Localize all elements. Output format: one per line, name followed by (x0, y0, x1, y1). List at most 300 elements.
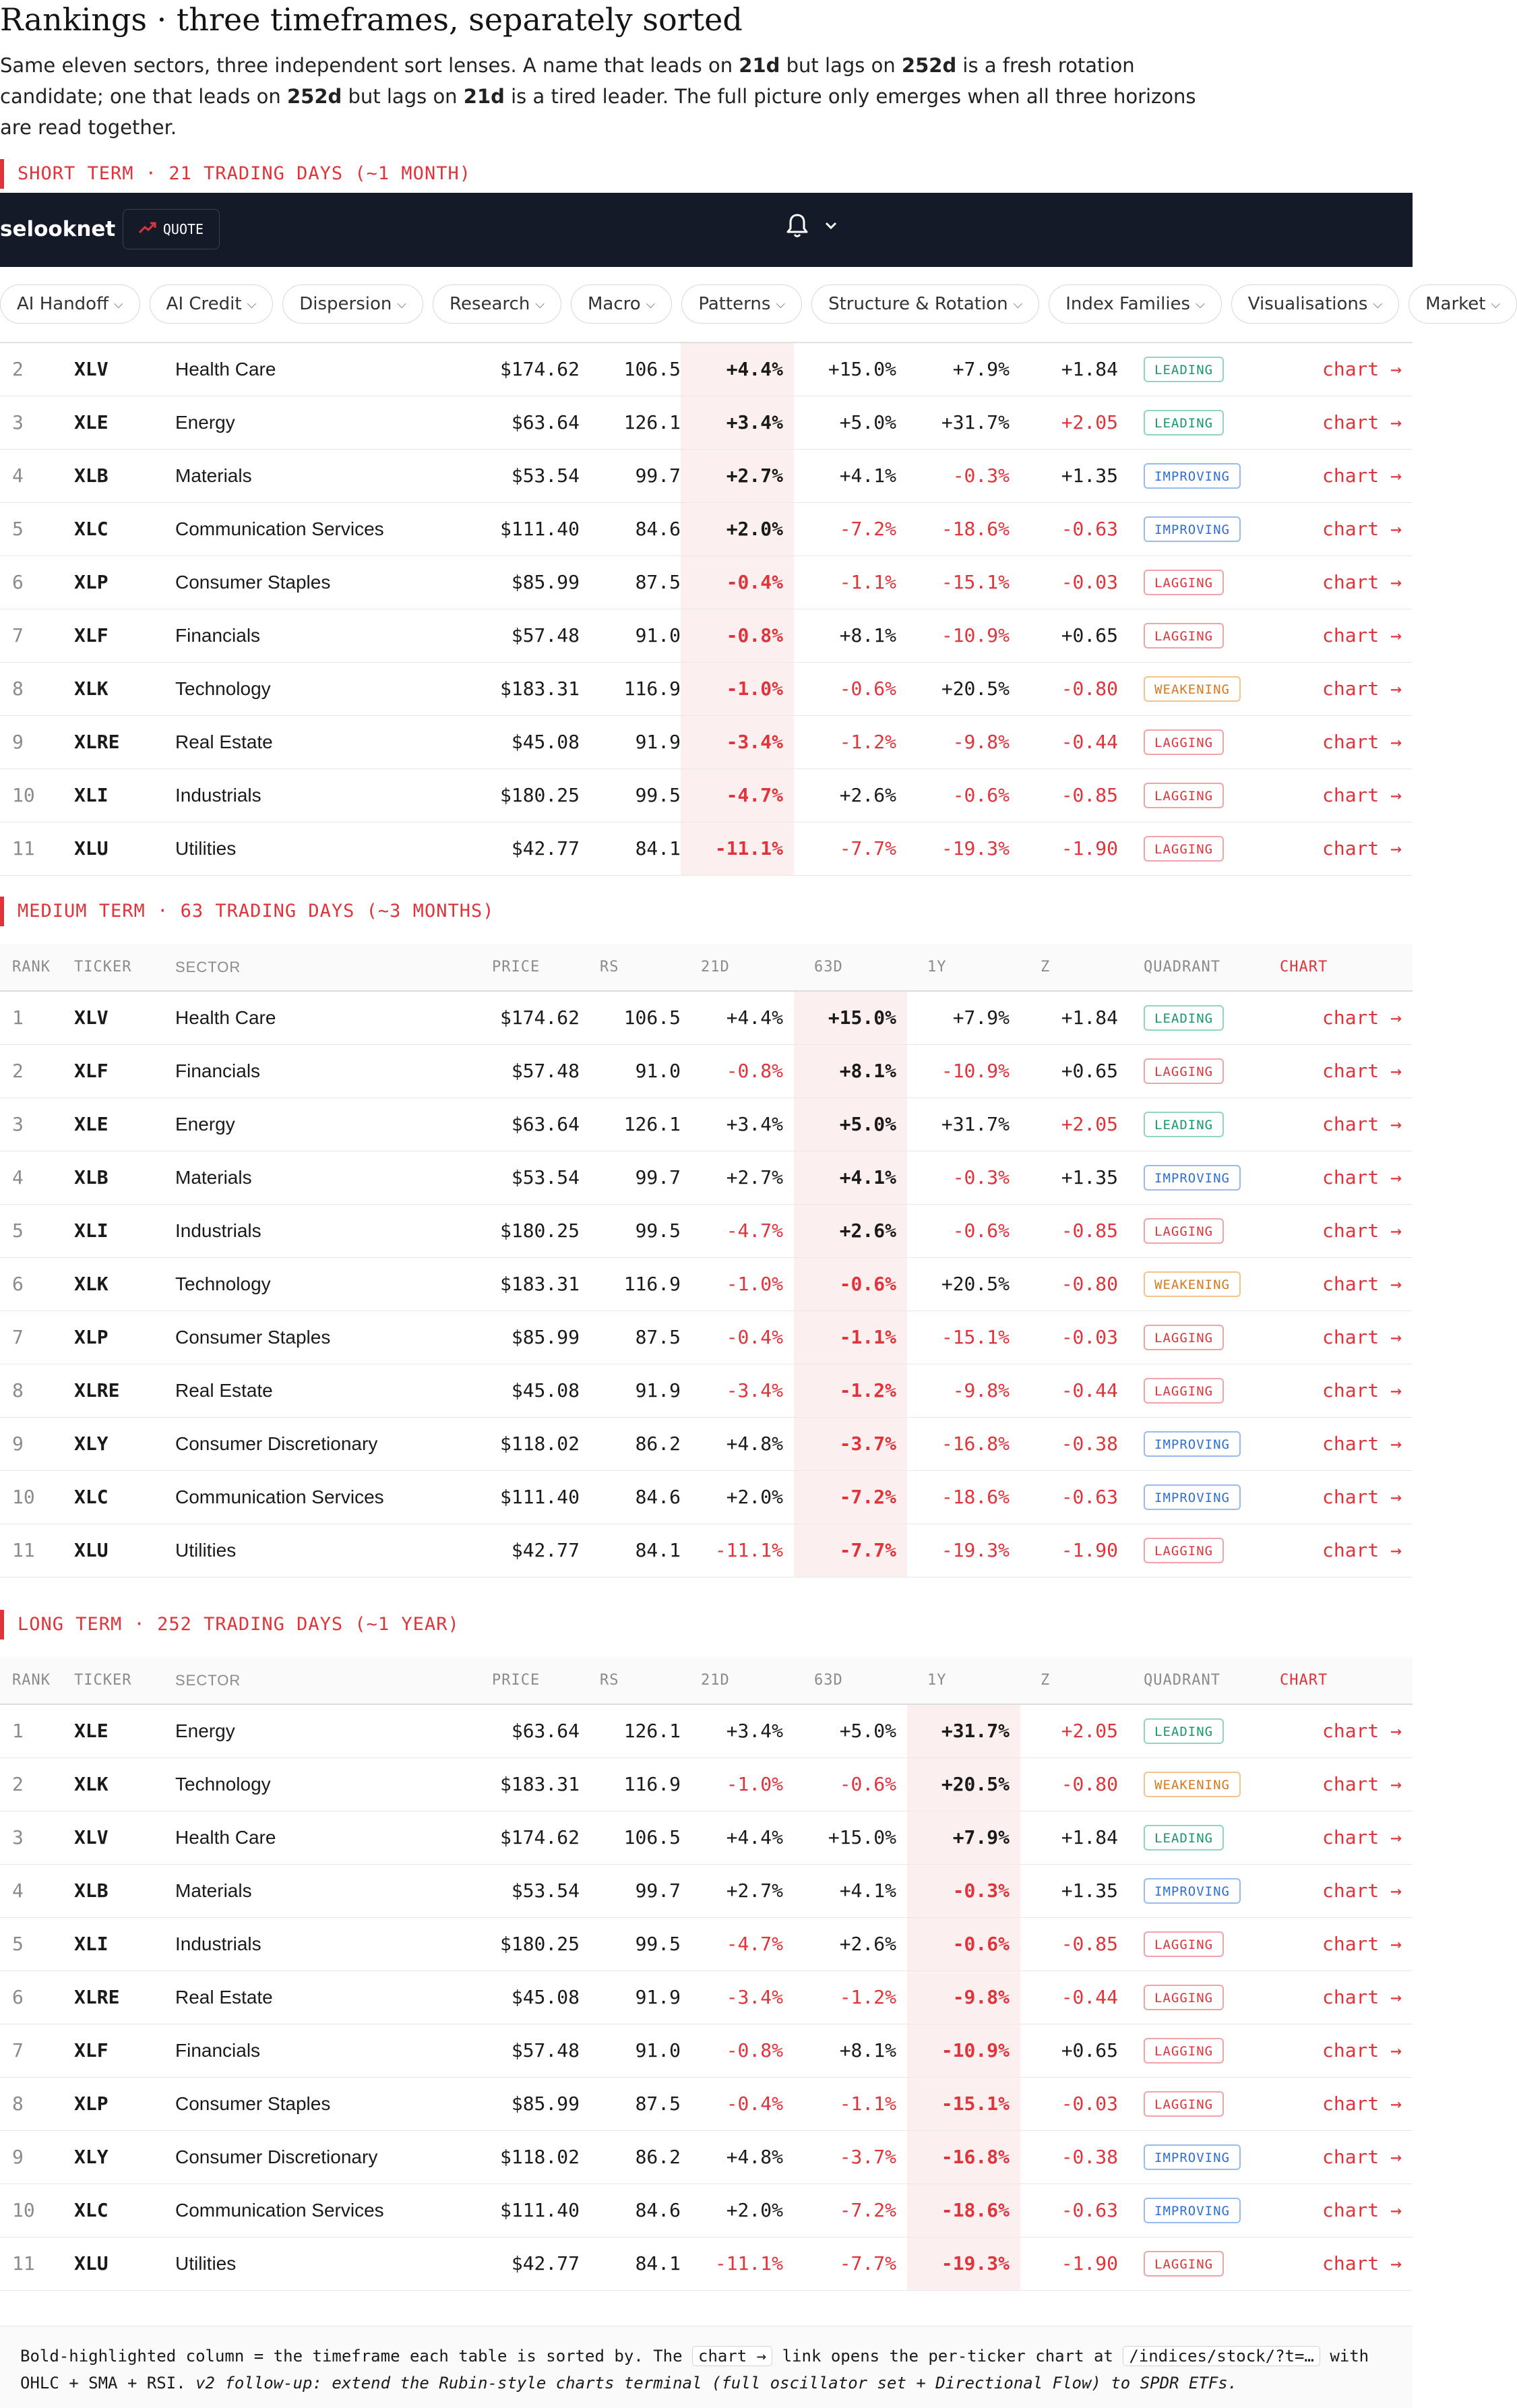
chart-link[interactable]: chart → (1280, 1044, 1413, 1097)
column-header[interactable]: SECTOR (175, 944, 472, 991)
category-pill-label: Market (1425, 294, 1486, 314)
rs-cell: 99.7 (580, 1151, 681, 1204)
z-cell: +1.35 (1020, 1864, 1118, 1917)
ticker-cell: XLY (74, 2130, 175, 2184)
d63-cell: +4.1% (794, 449, 907, 502)
d63-cell: -7.7% (794, 2237, 907, 2290)
sector-cell: Consumer Staples (175, 1311, 472, 1364)
quadrant-badge: LAGGING (1144, 570, 1224, 595)
table-row[interactable] (0, 1364, 1413, 1417)
desc-text: but lags on (342, 85, 464, 108)
y1-cell: -0.3% (907, 1151, 1020, 1204)
z-cell: +2.05 (1020, 396, 1118, 449)
rs-cell: 84.6 (580, 502, 681, 555)
chart-link[interactable]: chart → (1280, 1417, 1413, 1470)
rs-cell: 116.9 (580, 1257, 681, 1311)
y1-cell: -0.6% (907, 769, 1020, 822)
d21-cell: -0.4% (681, 555, 794, 609)
quadrant-cell (1118, 609, 1280, 662)
table-row[interactable] (0, 1917, 1413, 1970)
chart-link[interactable]: chart → (1280, 1757, 1413, 1811)
chart-link[interactable]: chart → (1280, 2184, 1413, 2237)
quadrant-cell (1118, 662, 1280, 715)
d63-cell: +8.1% (794, 2024, 907, 2077)
top-navbar (0, 193, 1413, 267)
category-nav (0, 267, 1501, 342)
rank-cell: 7 (0, 1311, 74, 1364)
y1-cell: -19.3% (907, 822, 1020, 875)
table-row[interactable] (0, 1970, 1413, 2024)
table-row[interactable] (0, 2077, 1413, 2130)
price-cell: $111.40 (472, 2184, 580, 2237)
rank-cell: 7 (0, 609, 74, 662)
sector-cell: Health Care (175, 342, 472, 396)
chart-link[interactable]: chart → (1280, 1204, 1413, 1257)
chevron-down-icon: ⌵ (646, 297, 656, 311)
ticker-cell: XLB (74, 1151, 175, 1204)
d21-cell: -3.4% (681, 1970, 794, 2024)
d63-cell: -7.7% (794, 1524, 907, 1577)
rs-cell: 84.1 (580, 1524, 681, 1577)
d21-cell: -0.4% (681, 2077, 794, 2130)
sector-cell: Communication Services (175, 2184, 472, 2237)
column-header[interactable]: SECTOR (175, 1657, 472, 1704)
table-row[interactable] (0, 1204, 1413, 1257)
z-cell: -0.85 (1020, 769, 1118, 822)
d21-cell: -11.1% (681, 1524, 794, 1577)
table-row[interactable] (0, 1311, 1413, 1364)
category-pill[interactable] (811, 284, 1039, 324)
category-pill-label: Index Families (1065, 294, 1191, 314)
rank-cell: 5 (0, 502, 74, 555)
chart-link[interactable]: chart → (1280, 1311, 1413, 1364)
quadrant-badge: LAGGING (1144, 1378, 1224, 1404)
rank-cell: 3 (0, 1097, 74, 1151)
rs-cell: 84.1 (580, 2237, 681, 2290)
sector-cell: Financials (175, 609, 472, 662)
d63-cell: +2.6% (794, 769, 907, 822)
column-header[interactable]: 63D (794, 944, 907, 991)
chart-link[interactable]: chart → (1280, 1704, 1413, 1757)
z-cell: +1.84 (1020, 991, 1118, 1044)
sector-cell: Energy (175, 396, 472, 449)
chevron-down-icon: ⌵ (1196, 297, 1205, 311)
d21-cell: +4.4% (681, 342, 794, 396)
section-heading: SHORT TERM · 21 TRADING DAYS (~1 MONTH) (0, 159, 1413, 189)
y1-cell: -18.6% (907, 502, 1020, 555)
category-pill[interactable] (282, 284, 423, 324)
ticker-cell: XLP (74, 2077, 175, 2130)
column-header[interactable]: PRICE (472, 944, 580, 991)
rankings-table (0, 1657, 1413, 2291)
price-cell: $42.77 (472, 2237, 580, 2290)
quadrant-badge: IMPROVING (1144, 2198, 1241, 2223)
category-pill[interactable] (433, 284, 561, 324)
chart-link[interactable]: chart → (1280, 1257, 1413, 1311)
ticker-cell: XLK (74, 1257, 175, 1311)
price-cell: $45.08 (472, 715, 580, 769)
chart-link[interactable]: chart → (1280, 609, 1413, 662)
column-header[interactable]: TICKER (74, 944, 175, 991)
quadrant-badge: WEAKENING (1144, 676, 1241, 702)
table-row[interactable] (0, 449, 1413, 502)
column-header[interactable]: 21D (681, 1657, 794, 1704)
chart-link[interactable]: chart → (1280, 715, 1413, 769)
rank-cell: 11 (0, 2237, 74, 2290)
d63-cell: -1.2% (794, 1970, 907, 2024)
quadrant-badge: LEADING (1144, 1825, 1224, 1850)
column-header[interactable]: RS (580, 1657, 681, 1704)
rank-cell: 9 (0, 1417, 74, 1470)
sector-cell: Technology (175, 1257, 472, 1311)
rank-cell: 3 (0, 1811, 74, 1864)
y1-cell: -19.3% (907, 1524, 1020, 1577)
d63-cell: -0.6% (794, 1757, 907, 1811)
quadrant-cell (1118, 1704, 1280, 1757)
table-row[interactable] (0, 1151, 1413, 1204)
chart-link[interactable]: chart → (1280, 662, 1413, 715)
d21-cell: -3.4% (681, 715, 794, 769)
y1-cell: -10.9% (907, 2024, 1020, 2077)
table-row[interactable] (0, 769, 1413, 822)
chevron-down-icon[interactable] (825, 222, 837, 230)
y1-cell: -0.3% (907, 1864, 1020, 1917)
column-header[interactable]: CHART (1280, 1657, 1413, 1704)
sector-cell: Health Care (175, 991, 472, 1044)
section-heading: LONG TERM · 252 TRADING DAYS (~1 YEAR) (0, 1610, 1413, 1639)
ticker-cell: XLC (74, 502, 175, 555)
y1-cell: -19.3% (907, 2237, 1020, 2290)
column-header[interactable]: QUADRANT (1118, 1657, 1280, 1704)
d63-cell: +8.1% (794, 609, 907, 662)
rank-cell: 6 (0, 555, 74, 609)
y1-cell: +7.9% (907, 991, 1020, 1044)
price-cell: $57.48 (472, 609, 580, 662)
table-row[interactable] (0, 342, 1413, 396)
d63-cell: +15.0% (794, 342, 907, 396)
column-header[interactable]: Z (1020, 1657, 1118, 1704)
chart-link[interactable]: chart → (1280, 1864, 1413, 1917)
chart-link[interactable]: chart → (1280, 1470, 1413, 1524)
column-header[interactable]: TICKER (74, 1657, 175, 1704)
rs-cell: 106.5 (580, 342, 681, 396)
ticker-cell: XLI (74, 1917, 175, 1970)
quadrant-cell (1118, 715, 1280, 769)
quadrant-cell (1118, 1524, 1280, 1577)
rs-cell: 87.5 (580, 555, 681, 609)
z-cell: -0.44 (1020, 1364, 1118, 1417)
column-header[interactable]: CHART (1280, 944, 1413, 991)
sector-cell: Real Estate (175, 715, 472, 769)
rs-cell: 91.0 (580, 2024, 681, 2077)
quadrant-cell (1118, 1097, 1280, 1151)
chart-link[interactable]: chart → (1280, 555, 1413, 609)
table-row[interactable] (0, 1811, 1413, 1864)
y1-cell: -15.1% (907, 1311, 1020, 1364)
chart-link[interactable]: chart → (1280, 2130, 1413, 2184)
table-row[interactable] (0, 2130, 1413, 2184)
chart-link[interactable]: chart → (1280, 396, 1413, 449)
quadrant-badge: LAGGING (1144, 2091, 1224, 2117)
nav-icons (786, 213, 837, 239)
table-row[interactable] (0, 555, 1413, 609)
chart-link[interactable]: chart → (1280, 1970, 1413, 2024)
chart-link[interactable]: chart → (1280, 502, 1413, 555)
quadrant-cell (1118, 1811, 1280, 1864)
rank-cell: 3 (0, 396, 74, 449)
ticker-cell: XLU (74, 822, 175, 875)
sector-cell: Consumer Discretionary (175, 1417, 472, 1470)
quadrant-cell (1118, 1917, 1280, 1970)
chart-link[interactable]: chart → (1280, 2077, 1413, 2130)
quadrant-cell (1118, 769, 1280, 822)
category-pill-row (0, 284, 1517, 324)
rs-cell: 126.1 (580, 1097, 681, 1151)
column-header[interactable]: RS (580, 944, 681, 991)
d21-cell: +4.8% (681, 2130, 794, 2184)
column-header[interactable]: RANK (0, 1657, 74, 1704)
z-cell: -0.38 (1020, 2130, 1118, 2184)
z-cell: -0.03 (1020, 2077, 1118, 2130)
y1-cell: -9.8% (907, 1364, 1020, 1417)
rank-cell: 2 (0, 1757, 74, 1811)
quadrant-cell (1118, 2024, 1280, 2077)
rank-cell: 6 (0, 1257, 74, 1311)
d63-cell: +4.1% (794, 1864, 907, 1917)
table-row[interactable] (0, 1044, 1413, 1097)
column-header[interactable]: Z (1020, 944, 1118, 991)
d21-cell: -1.0% (681, 1757, 794, 1811)
d21-cell: +2.7% (681, 1151, 794, 1204)
desc-bold: 252d (286, 85, 342, 108)
price-cell: $174.62 (472, 991, 580, 1044)
column-header[interactable]: 1Y (907, 944, 1020, 991)
table-row[interactable] (0, 822, 1413, 875)
quadrant-cell (1118, 396, 1280, 449)
chevron-down-icon: ⌵ (1013, 297, 1023, 311)
chart-link[interactable]: chart → (1280, 822, 1413, 875)
category-pill-label: Patterns (698, 294, 771, 314)
category-pill[interactable] (571, 284, 672, 324)
table-row[interactable] (0, 991, 1413, 1044)
price-cell: $111.40 (472, 1470, 580, 1524)
quadrant-cell (1118, 1757, 1280, 1811)
price-cell: $111.40 (472, 502, 580, 555)
price-cell: $174.62 (472, 342, 580, 396)
ticker-cell: XLV (74, 342, 175, 396)
y1-cell: -16.8% (907, 2130, 1020, 2184)
ticker-cell: XLE (74, 1097, 175, 1151)
table-row[interactable] (0, 502, 1413, 555)
quadrant-cell (1118, 1364, 1280, 1417)
rank-cell: 8 (0, 1364, 74, 1417)
z-cell: +0.65 (1020, 609, 1118, 662)
z-cell: -1.90 (1020, 2237, 1118, 2290)
table-row[interactable] (0, 609, 1413, 662)
quadrant-badge: LEADING (1144, 357, 1224, 382)
y1-cell: -10.9% (907, 609, 1020, 662)
ticker-cell: XLRE (74, 1970, 175, 2024)
y1-cell: +7.9% (907, 1811, 1020, 1864)
column-header[interactable]: 63D (794, 1657, 907, 1704)
chart-link[interactable]: chart → (1280, 1364, 1413, 1417)
d21-cell: +4.8% (681, 1417, 794, 1470)
ticker-cell: XLV (74, 1811, 175, 1864)
d63-cell: +2.6% (794, 1917, 907, 1970)
d21-cell: +2.0% (681, 1470, 794, 1524)
y1-cell: +20.5% (907, 1757, 1020, 1811)
price-cell: $180.25 (472, 1204, 580, 1257)
category-pill[interactable] (1231, 284, 1399, 324)
chart-link[interactable]: chart → (1280, 2024, 1413, 2077)
z-cell: +1.35 (1020, 1151, 1118, 1204)
sector-cell: Consumer Discretionary (175, 2130, 472, 2184)
table-row[interactable] (0, 1257, 1413, 1311)
quadrant-cell (1118, 1470, 1280, 1524)
table-row[interactable] (0, 2024, 1413, 2077)
ticker-cell: XLU (74, 1524, 175, 1577)
y1-cell: -0.6% (907, 1204, 1020, 1257)
y1-cell: -16.8% (907, 1417, 1020, 1470)
category-pill[interactable] (1049, 284, 1222, 324)
quadrant-badge: LAGGING (1144, 783, 1224, 808)
column-header[interactable]: RANK (0, 944, 74, 991)
rank-cell: 1 (0, 991, 74, 1044)
table-row[interactable] (0, 1757, 1413, 1811)
table-row[interactable] (0, 2184, 1413, 2237)
rank-cell: 6 (0, 1970, 74, 2024)
desc-text: but lags on (780, 54, 902, 77)
quadrant-badge: LAGGING (1144, 836, 1224, 862)
quadrant-cell (1118, 2237, 1280, 2290)
table-row[interactable] (0, 1864, 1413, 1917)
chevron-down-icon: ⌵ (247, 297, 257, 311)
rs-cell: 99.7 (580, 1864, 681, 1917)
table-row[interactable] (0, 1524, 1413, 1577)
quadrant-badge: LAGGING (1144, 2038, 1224, 2064)
quadrant-badge: LAGGING (1144, 1325, 1224, 1350)
rs-cell: 91.9 (580, 1970, 681, 2024)
quadrant-badge: IMPROVING (1144, 516, 1241, 542)
table-row[interactable] (0, 715, 1413, 769)
category-pill-label: Research (450, 294, 530, 314)
trending-up-icon (139, 221, 156, 238)
quote-button[interactable] (123, 209, 220, 249)
footnote-code-chart: chart → (692, 2346, 772, 2366)
rs-cell: 99.5 (580, 769, 681, 822)
table-row[interactable] (0, 2237, 1413, 2290)
y1-cell: -15.1% (907, 555, 1020, 609)
table-row[interactable] (0, 1417, 1413, 1470)
sector-cell: Industrials (175, 1917, 472, 1970)
d21-cell: +3.4% (681, 1704, 794, 1757)
z-cell: +0.65 (1020, 1044, 1118, 1097)
column-header[interactable]: 21D (681, 944, 794, 991)
y1-cell: +7.9% (907, 342, 1020, 396)
d21-cell: -11.1% (681, 822, 794, 875)
table-header-row (0, 944, 1413, 991)
column-header[interactable]: QUADRANT (1118, 944, 1280, 991)
footnote-text: with OHLC + SMA + RSI. (20, 2347, 1369, 2392)
rs-cell: 84.6 (580, 2184, 681, 2237)
y1-cell: -10.9% (907, 1044, 1020, 1097)
d63-cell: +15.0% (794, 991, 907, 1044)
chart-link[interactable]: chart → (1280, 449, 1413, 502)
category-pill[interactable] (0, 284, 140, 324)
sector-cell: Materials (175, 1864, 472, 1917)
rs-cell: 106.5 (580, 1811, 681, 1864)
category-pill[interactable] (1408, 284, 1517, 324)
sector-cell: Health Care (175, 1811, 472, 1864)
table-row[interactable] (0, 1704, 1413, 1757)
brand-logo[interactable]: selooknet (0, 217, 116, 241)
chart-link[interactable]: chart → (1280, 991, 1413, 1044)
quadrant-cell (1118, 342, 1280, 396)
chart-link[interactable]: chart → (1280, 1917, 1413, 1970)
chart-link[interactable]: chart → (1280, 1151, 1413, 1204)
chart-link[interactable]: chart → (1280, 1097, 1413, 1151)
z-cell: -0.63 (1020, 2184, 1118, 2237)
rank-cell: 10 (0, 1470, 74, 1524)
footnote-italic: v2 follow-up: extend the Rubin-style charts terminal (full oscillator set + Directional Flow) to SPDR ETFs. (195, 2374, 1238, 2392)
chart-link[interactable]: chart → (1280, 2237, 1413, 2290)
d21-cell: -3.4% (681, 1364, 794, 1417)
footnote-text: Bold-highlighted column = the timeframe each table is sorted by. The (20, 2347, 692, 2366)
rs-cell: 99.7 (580, 449, 681, 502)
rs-cell: 106.5 (580, 991, 681, 1044)
quadrant-badge: LAGGING (1144, 1985, 1224, 2010)
table-row[interactable] (0, 1097, 1413, 1151)
quadrant-cell (1118, 1044, 1280, 1097)
y1-cell: -9.8% (907, 715, 1020, 769)
z-cell: -0.80 (1020, 1757, 1118, 1811)
rs-cell: 91.9 (580, 715, 681, 769)
d63-cell: -1.1% (794, 2077, 907, 2130)
rank-cell: 8 (0, 2077, 74, 2130)
price-cell: $180.25 (472, 1917, 580, 1970)
quadrant-badge: IMPROVING (1144, 1878, 1241, 1904)
z-cell: -0.63 (1020, 502, 1118, 555)
d63-cell: -7.2% (794, 2184, 907, 2237)
quadrant-cell (1118, 555, 1280, 609)
d21-cell: +3.4% (681, 1097, 794, 1151)
rank-cell: 10 (0, 2184, 74, 2237)
column-header[interactable]: 1Y (907, 1657, 1020, 1704)
chart-link[interactable]: chart → (1280, 1811, 1413, 1864)
rs-cell: 126.1 (580, 396, 681, 449)
table-row[interactable] (0, 1470, 1413, 1524)
quadrant-badge: LAGGING (1144, 1931, 1224, 1957)
chart-link[interactable]: chart → (1280, 1524, 1413, 1577)
column-header[interactable]: PRICE (472, 1657, 580, 1704)
table-row[interactable] (0, 396, 1413, 449)
d21-cell: +2.0% (681, 2184, 794, 2237)
table-row[interactable] (0, 662, 1413, 715)
chevron-down-icon: ⌵ (1373, 297, 1383, 311)
chart-link[interactable]: chart → (1280, 769, 1413, 822)
chart-link[interactable]: chart → (1280, 342, 1413, 396)
d21-cell: +3.4% (681, 396, 794, 449)
category-pill[interactable] (150, 284, 274, 324)
category-pill[interactable] (681, 284, 802, 324)
z-cell: -0.80 (1020, 662, 1118, 715)
bell-icon[interactable] (786, 213, 809, 239)
d63-cell: -1.1% (794, 1311, 907, 1364)
rank-cell: 9 (0, 715, 74, 769)
chevron-down-icon: ⌵ (535, 297, 545, 311)
footnote (0, 2326, 1413, 2408)
quadrant-badge: LAGGING (1144, 1218, 1224, 1244)
